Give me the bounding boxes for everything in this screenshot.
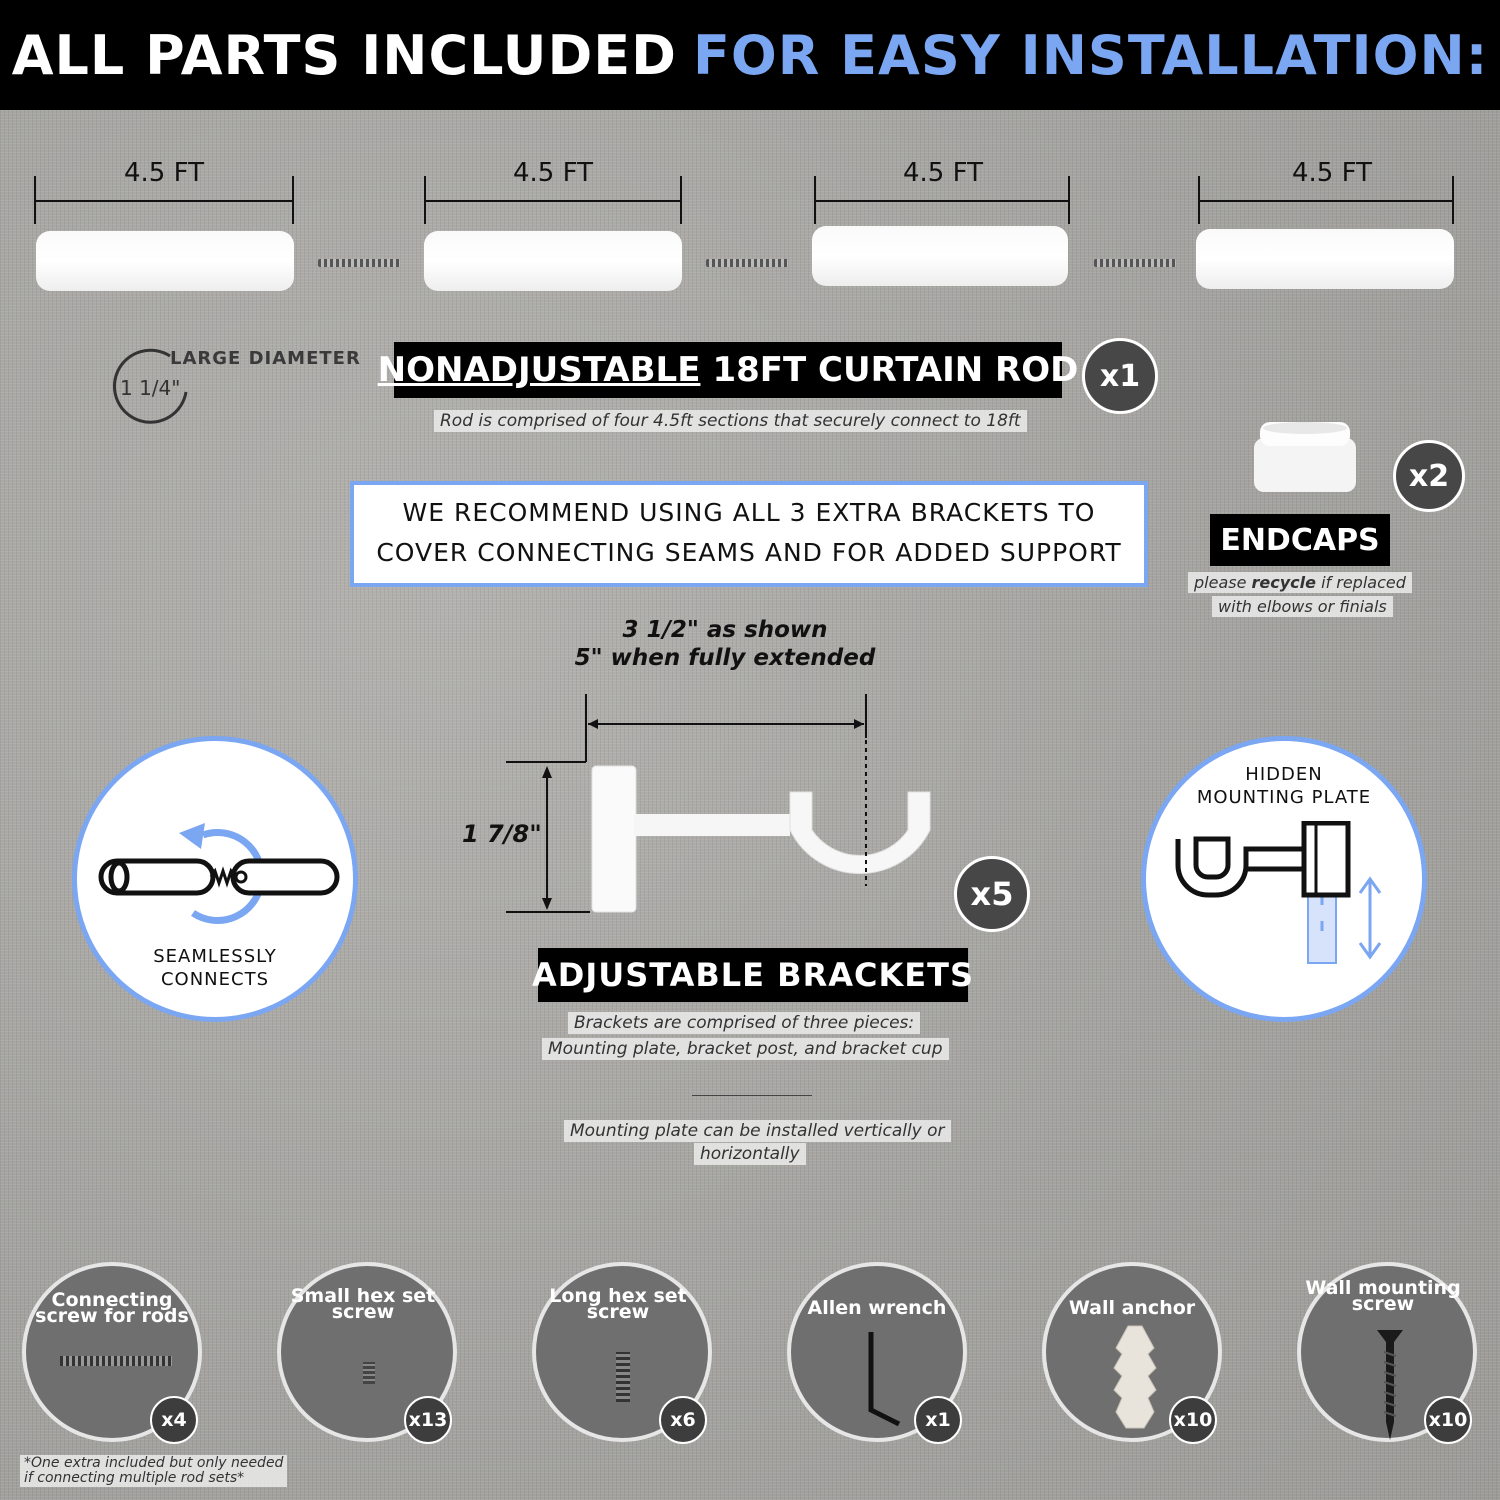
- rod-section-label: 4.5 FT: [124, 158, 204, 188]
- curtain-rod-quantity-badge: x1: [1082, 338, 1158, 414]
- connector-screw-icon: [318, 259, 400, 267]
- recommendation-line2: COVER CONNECTING SEAMS AND FOR ADDED SUPPORT: [376, 538, 1122, 567]
- rod-section-label: 4.5 FT: [513, 158, 593, 188]
- rod-section: [36, 231, 294, 291]
- bracket-illustration-icon: [500, 690, 940, 920]
- diameter-value: 1 1/4": [120, 376, 181, 400]
- curtain-rod-title-rest: 18FT CURTAIN ROD: [712, 350, 1079, 390]
- rod-section-label: 4.5 FT: [903, 158, 983, 188]
- hidden-plate-text: [1146, 763, 1422, 809]
- seamless-connect-icon: [93, 817, 343, 937]
- footnote-line2: if connecting multiple rod sets*: [24, 1470, 245, 1486]
- seamless-line1: SEAMLESSLY: [153, 946, 277, 967]
- divider: [692, 1095, 812, 1096]
- hidden-plate-line1: HIDDEN: [1245, 764, 1323, 785]
- part-label: Wall anchor: [1068, 1297, 1196, 1319]
- part-label: Long hex set screw: [549, 1285, 687, 1323]
- endcaps-caption-bold: recycle: [1251, 573, 1316, 592]
- page-header: [0, 0, 1500, 110]
- mounting-caption-line2: horizontally: [694, 1143, 806, 1165]
- part-label: Small hex set screw: [290, 1285, 436, 1323]
- part-quantity-badge: x1: [914, 1396, 962, 1444]
- rod-section-label: 4.5 FT: [1292, 158, 1372, 188]
- endcaps-caption-prefix: please: [1194, 573, 1252, 592]
- endcaps-caption-line1: [1188, 572, 1412, 593]
- endcaps-title: ENDCAPS: [1210, 514, 1390, 566]
- dimension-line: [426, 200, 680, 202]
- part-quantity-badge: x10: [1424, 1396, 1472, 1444]
- rod-section: [424, 231, 682, 291]
- part-quantity-badge: x10: [1169, 1396, 1217, 1444]
- recommendation-box: [350, 481, 1148, 587]
- small-set-screw-icon: [363, 1362, 375, 1384]
- connector-screw-icon: [1094, 259, 1176, 267]
- wall-anchor-icon: [1110, 1324, 1160, 1430]
- dimension-tick: [292, 176, 294, 224]
- hidden-plate-circle: [1141, 736, 1427, 1022]
- footnote-line1: *One extra included but only needed: [24, 1455, 284, 1471]
- bracket-quantity-badge: x5: [954, 856, 1030, 932]
- curtain-rod-caption: Rod is comprised of four 4.5ft sections that securely connect to 18ft: [434, 410, 1027, 432]
- bracket-caption-line1: Brackets are comprised of three pieces:: [568, 1012, 920, 1034]
- seamless-connects-circle: [72, 736, 358, 1022]
- part-label: Allen wrench: [807, 1297, 947, 1319]
- header-title-blue: FOR EASY INSTALLATION:: [693, 23, 1489, 87]
- curtain-rod-title: [377, 342, 1079, 398]
- bracket-title: ADJUSTABLE BRACKETS: [538, 948, 968, 1002]
- part-quantity-badge: x13: [404, 1396, 452, 1444]
- recommendation-line1: WE RECOMMEND USING ALL 3 EXTRA BRACKETS TO: [402, 498, 1096, 527]
- seamless-text: [77, 945, 353, 991]
- dimension-line: [816, 200, 1068, 202]
- endcaps-caption-line2: with elbows or finials: [1212, 596, 1393, 617]
- rod-section: [1196, 229, 1454, 289]
- endcaps-quantity-badge: x2: [1393, 440, 1465, 512]
- dimension-tick: [1452, 176, 1454, 224]
- part-quantity-badge: x6: [659, 1396, 707, 1444]
- footnote: [20, 1455, 287, 1487]
- part-label: Wall mounting screw: [1305, 1277, 1461, 1315]
- connecting-screw-icon: [60, 1356, 172, 1366]
- bracket-dim-line2: 5" when fully extended: [574, 645, 876, 671]
- header-title-white: ALL PARTS INCLUDED: [11, 23, 677, 87]
- mounting-plate-icon: [1172, 821, 1402, 971]
- dimension-tick: [1068, 176, 1070, 224]
- dimension-line: [1200, 200, 1452, 202]
- endcap-icon: [1250, 416, 1360, 496]
- dimension-tick: [680, 176, 682, 224]
- diameter-label: LARGE DIAMETER: [170, 348, 361, 369]
- long-set-screw-icon: [616, 1352, 630, 1402]
- part-quantity-badge: x4: [150, 1396, 198, 1444]
- endcaps-caption-suffix: if replaced: [1316, 573, 1406, 592]
- bracket-dim-line1: 3 1/2" as shown: [622, 617, 828, 643]
- bracket-dimension-text: [560, 616, 890, 672]
- dimension-line: [36, 200, 292, 202]
- part-label: Connecting screw for rods: [35, 1289, 189, 1327]
- wall-screw-icon: [1375, 1328, 1405, 1442]
- bracket-caption-line2: Mounting plate, bracket post, and bracket cup: [542, 1038, 949, 1060]
- allen-wrench-icon: [859, 1330, 919, 1430]
- connector-screw-icon: [706, 259, 788, 267]
- seamless-line2: CONNECTS: [160, 969, 270, 990]
- hidden-plate-line2: MOUNTING PLATE: [1196, 787, 1372, 808]
- curtain-rod-title-underlined: NONADJUSTABLE: [377, 350, 701, 390]
- mounting-caption-line1: Mounting plate can be installed vertically or: [564, 1120, 951, 1142]
- rod-section: [812, 226, 1068, 286]
- bracket-height-label: 1 7/8": [462, 820, 542, 848]
